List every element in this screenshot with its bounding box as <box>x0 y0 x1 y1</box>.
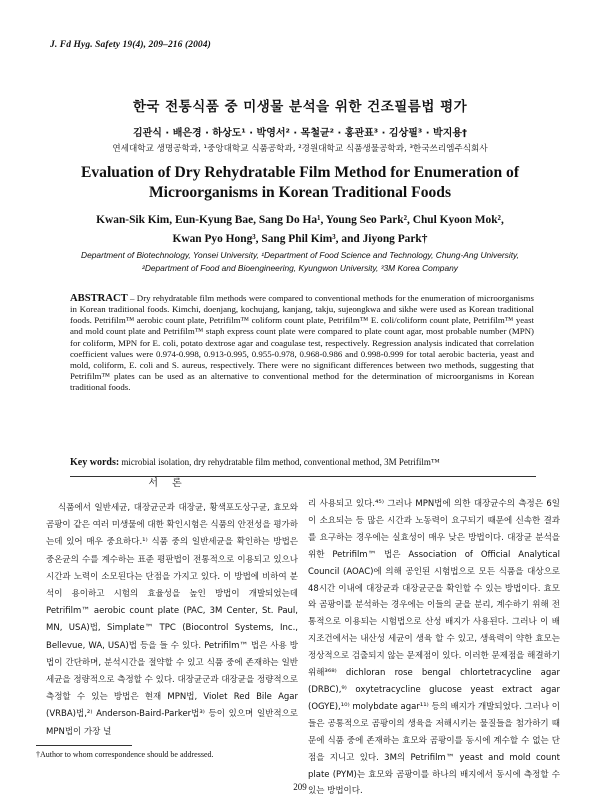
abstract <box>70 293 534 393</box>
journal-citation: J. Fd Hyg. Safety 19(4), 209–216 (2004) <box>50 40 211 50</box>
english-authors <box>0 211 600 249</box>
left-column-paragraph: 식품에서 일반세균, 대장균군과 대장균, 황색포도상구균, 효모와 곰팡이 같은 여러 미생물에 대한 확인시험은 식품의 안전성을 평가하는데 있어 매우 중요하다.¹⁾ 식품 중의 일반세균을 확인하는 방법은 중온균의 수를 계수하는 표준 평판법이 전통적으로 이용되고 있으나 시간과 노력이 소모된다는 단점을 가지고 있다. 이 방법에 비하여 분석이 용이하고 시험의 효율성을 높인 방법이 개발되었는데 Petrifilm™ aerobic count plate (PAC, 3M Center, St. Paul, MN, USA)법, Simplate™ TPC (Biocontrol Systems, Inc., Bellevue, WA, USA)법 등을 들 수 있다. Petrifilm™ 법은 사용 방법이 간단하며, 분석시간을 절약할 수 있고 식품 중에 존재하는 일반세균을 정량적으로 측정할 수 있다. 대장균군과 대장균을 정량적으로 측정할 수 있는 방법은 현재 MPN법, Violet Red Bile Agar (VRBA)법,²⁾ Anderson-Baird-Parker법³⁾ 등이 있으며 일반적으로 MPN법이 가장 널 <box>46 503 298 737</box>
page-number: 209 <box>293 782 307 792</box>
english-affiliation-line-1: Department of Biotechnology, Yonsei University, ¹Department of Food Science and Technology, Chung-Ang University, <box>81 250 519 260</box>
footnote-divider <box>36 745 132 746</box>
keywords-label: Key words: <box>70 457 120 468</box>
english-affiliations <box>0 249 600 275</box>
english-title-line-1: Evaluation of Dry Rehydratable Film Method for Enumeration of <box>80 164 520 181</box>
korean-authors: 김관식 · 배은경 · 하상도¹ · 박영서² · 목철균² · 홍관표³ · 김상필³ · 박지용† <box>132 128 468 139</box>
keywords <box>70 457 440 468</box>
english-authors-line-1: Kwan-Sik Kim, Eun-Kyung Bae, Sang Do Ha¹, Young Seo Park², Chul Kyoon Mok², <box>96 214 504 226</box>
footnote: †Author to whom correspondence should be addressed. <box>36 750 214 759</box>
right-column-text <box>308 496 560 800</box>
english-title <box>0 163 600 203</box>
english-title-line-2: Microorganisms in Korean Traditional Foods <box>148 184 452 201</box>
keywords-text: microbial isolation, dry rehydratable film method, conventional method, 3M Petrifilm™ <box>119 457 440 467</box>
section-heading-introduction: 서론 <box>148 478 196 489</box>
korean-affiliations: 연세대학교 생명공학과, ¹중앙대학교 식품공학과, ²경원대학교 식품생물공학과, ³한국쓰리엠주식회사 <box>112 144 488 154</box>
english-affiliation-line-2: ²Department of Food and Bioengineering, Kyungwon University, ³3M Korea Company <box>142 263 458 273</box>
right-column-paragraph: 리 사용되고 있다.⁴⁵⁾ 그러나 MPN법에 의한 대장균수의 측정은 6일이 소요되는 등 많은 시간과 노동력이 요구되기 때문에 신속한 결과를 요구하는 경우에는 실효성이 매우 낮은 방법이다. 대장균 분석을 위한 Petrifilm™ 법은 Association of Official Analytical Council (AOAC)에 의해 공인된 시험법으로 모든 식품을 대상으로 48시간 이내에 대장균과 대장균군을 확인할 수 있는 방법이다. 효모와 곰팡이를 분석하는 경우에는 이들의 균을 분리, 계수하기 위해 전통적으로 이용되는 시험법으로 산성 배지가 사용된다. 그러나 이 배지조건에서는 내산성 세균이 생육 할 수 있고, 생육력이 약한 효모는 정상적으로 검출되지 않는 문제점이 있다. 이러한 문제점을 해결하기 위해³⁶⁸⁾ dichloran rose bengal chlortetracycline agar (DRBC),⁹⁾ oxytetracycline glucose yeast extract agar (OGYE),¹⁰⁾ molybdate agar¹¹⁾ 등의 배지가 개발되었다. 그러나 이들은 공통적으로 곰팡이의 생육을 저해시키는 물질들을 첨가하기 때문에 식품 중에 존재하는 효모와 곰팡이를 동시에 계수할 수 없는 단점을 지니고 있다. 3M의 Petrifilm™ yeast and mold count plate (PYM)는 효모와 곰팡이를 하나의 배지에서 동시에 측정할 수 있는 방법이다. <box>308 499 560 797</box>
abstract-text: – Dry rehydratable film methods were compared to conventional methods for the enumeration of microorganisms in Korean traditional foods. Kimchi, doenjang, kochujang, kanjang, takju, sujeongkwa and sikhe were used as Korean traditional foods. Petrifilm™ aerobic count plate, Petrifilm™ coliform count plate, Petrifilm™ E. coli/coliform count plate, Petrifilm™ yeast and mold count plate and Petrifilm™ staph express count plate were compared to plate count agar, most probable number (MPN) for coliform, MPN for E. coli, potato dextrose agar and coagulase test, respectively. Regression analysis indicated that correlation coefficient values were 0.974-0.998, 0.913-0.995, 0.955-0.978, 0.968-0.986 and 0.998-0.999 for total aerobic bacteria, yeast and mold, coliform, E. coli and S. aureus, respectively. There were no significant differences between two methods, suggesting that Petrifilm™ plates can be used as an alternative to conventional method for the determination of microorganisms in Korean traditional foods. <box>70 293 534 393</box>
english-authors-line-2: Kwan Pyo Hong³, Sang Phil Kim³, and Jiyong Park† <box>172 233 428 245</box>
korean-title: 한국 전통식품 중 미생물 분석을 위한 건조필름법 평가 <box>132 99 468 115</box>
left-column-text <box>46 500 298 741</box>
abstract-label: ABSTRACT <box>70 293 128 304</box>
